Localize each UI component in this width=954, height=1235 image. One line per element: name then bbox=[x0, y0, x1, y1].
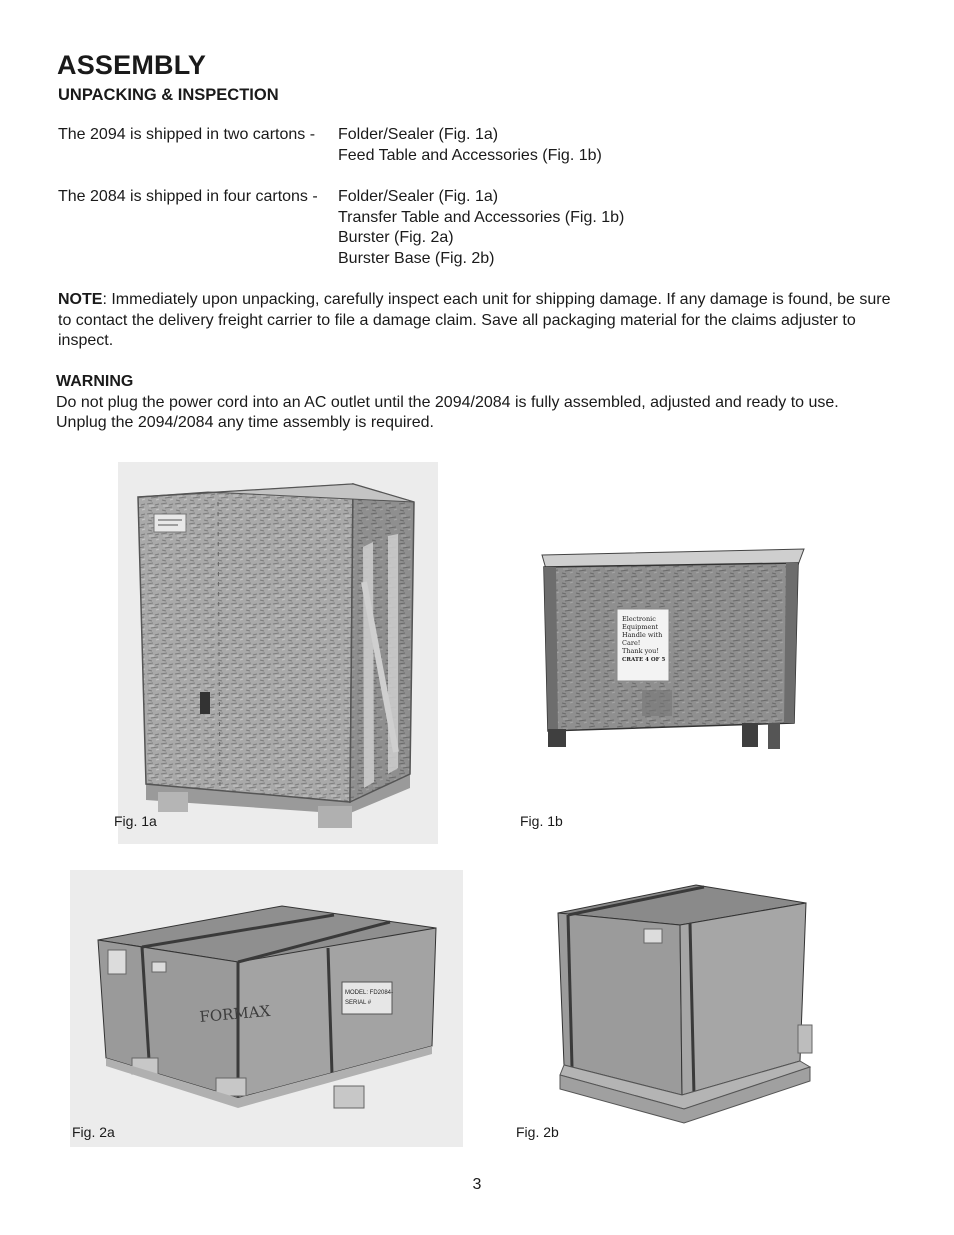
box-label-line: SERIAL # bbox=[345, 1000, 372, 1006]
cardboard-box-wide-image bbox=[70, 870, 463, 1147]
fig-1a-caption: Fig. 1a bbox=[114, 813, 157, 829]
shipping-2084-intro: The 2084 is shipped in four cartons - bbox=[58, 188, 318, 205]
crate-label-line: Electronic bbox=[622, 615, 656, 623]
fig-1b-photo bbox=[532, 545, 812, 790]
shipping-2084-item: Burster (Fig. 2a) bbox=[338, 229, 454, 246]
shipping-2084-item: Transfer Table and Accessories (Fig. 1b) bbox=[338, 209, 625, 226]
crate-label-line: Thank you! bbox=[622, 647, 659, 655]
crate-label-line: Equipment bbox=[622, 623, 659, 631]
fig-2b-caption: Fig. 2b bbox=[516, 1124, 559, 1140]
warning-line-2: Unplug the 2094/2084 any time assembly is required. bbox=[56, 414, 434, 431]
crate-label-line: Handle with bbox=[622, 631, 663, 639]
fig-1a-photo bbox=[118, 462, 438, 844]
osb-crate-tall-image bbox=[118, 462, 438, 844]
note-text: : Immediately upon unpacking, carefully inspect each unit for shipping damage. If any damage is found, be sure to contact the delivery freight carrier to file a damage claim. Save all packaging material for the claims adjuster to inspect. bbox=[58, 291, 891, 349]
warning-label: WARNING bbox=[56, 373, 134, 390]
crate-label-line: Care! bbox=[622, 639, 641, 647]
shipping-2094-item: Folder/Sealer (Fig. 1a) bbox=[338, 126, 499, 143]
cardboard-box-cube-image bbox=[548, 875, 840, 1137]
shipping-2094-intro: The 2094 is shipped in two cartons - bbox=[58, 126, 316, 143]
crate-label-line: CRATE 4 OF 5 bbox=[622, 657, 666, 663]
fig-2a-photo bbox=[70, 870, 463, 1147]
shipping-2084-item: Burster Base (Fig. 2b) bbox=[338, 250, 495, 267]
note-label: NOTE bbox=[58, 291, 103, 308]
box-brand-text: FORMAX bbox=[198, 1001, 271, 1026]
osb-crate-short-image bbox=[532, 545, 812, 790]
page-title: ASSEMBLY bbox=[57, 50, 207, 80]
fig-1b-caption: Fig. 1b bbox=[520, 813, 563, 829]
fig-2a-caption: Fig. 2a bbox=[72, 1124, 115, 1140]
note-paragraph bbox=[58, 290, 904, 352]
section-subtitle: UNPACKING & INSPECTION bbox=[58, 86, 279, 104]
shipping-2094-item: Feed Table and Accessories (Fig. 1b) bbox=[338, 147, 602, 164]
box-label-line: MODEL: FD2084- bbox=[345, 990, 394, 996]
warning-line-1: Do not plug the power cord into an AC outlet until the 2094/2084 is fully assembled, adjusted and ready to use. bbox=[56, 394, 839, 411]
fig-2b-photo bbox=[548, 875, 840, 1137]
page-number: 3 bbox=[472, 1176, 482, 1193]
shipping-2084-item: Folder/Sealer (Fig. 1a) bbox=[338, 188, 499, 205]
